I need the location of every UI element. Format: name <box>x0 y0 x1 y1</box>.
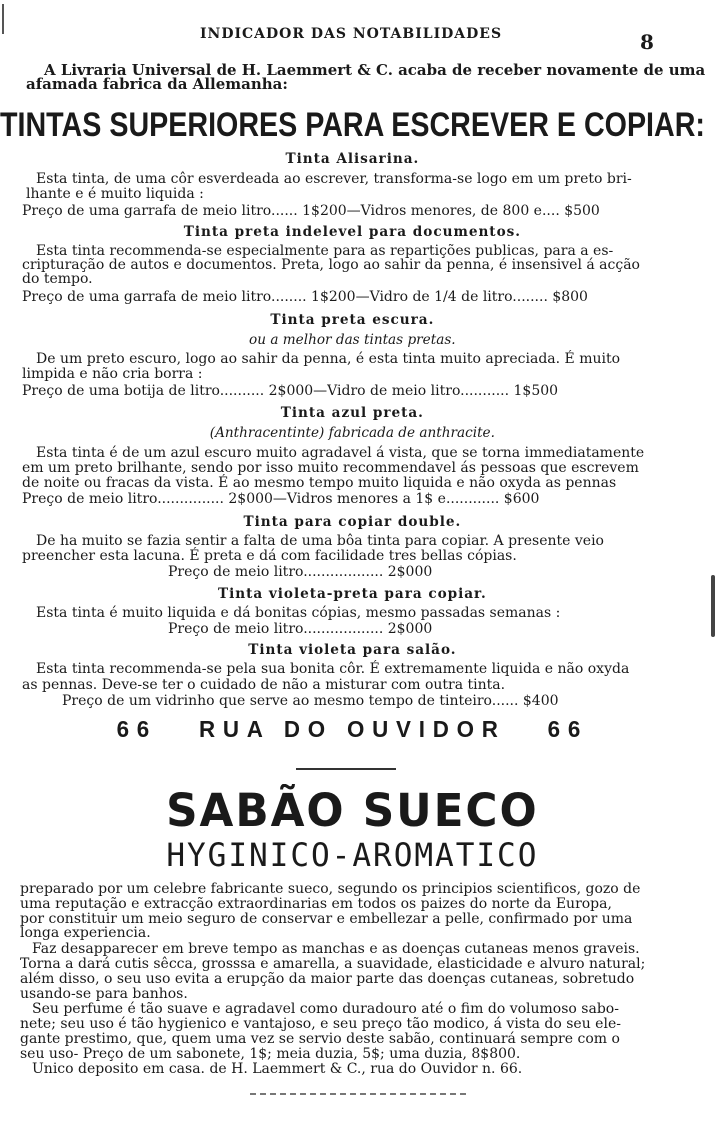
ink-text-line: de noite ou fracas da vista. É ao mesmo tempo muito liquida e não oxyda as pennas <box>22 475 617 491</box>
ink-text-line: Esta tinta recommenda-se especialmente para as repartições publicas, para a es- <box>36 243 614 259</box>
ink-price-line: Preço de uma garrafa de meio litro........ 1$200—Vidro de 1/4 de litro........ $800 <box>22 289 588 305</box>
soap-text-line: nete; seu uso é tão hygienico e vantajoso, e seu preço tão modico, á vista do seu ele- <box>20 1016 621 1032</box>
ink-text-line: Esta tinta é de um azul escuro muito agradavel á vista, que se torna immediatamente <box>36 445 645 461</box>
ink-text-line: Esta tinta, de uma côr esverdeada ao escrever, transforma-se logo em um preto bri- <box>36 171 632 187</box>
soap-text-line: Unico deposito em casa. de H. Laemmert & C., rua do Ouvidor n. 66. <box>32 1061 523 1077</box>
ink-price-line: Preço de um vidrinho que serve ao mesmo tempo de tinteiro...... $400 <box>62 693 559 709</box>
ink-text-line: cripturação de autos e documentos. Preta, logo ao sahir da penna, é insensivel á acção <box>22 257 640 273</box>
section-divider <box>296 768 396 770</box>
ink-name: Tinta violeta-preta para copiar. <box>218 586 487 602</box>
ink-text-line: lhante e é muito liquida : <box>26 186 204 202</box>
ink-text-line: as pennas. Deve-se ter o cuidado de não a misturar com outra tinta. <box>22 677 506 693</box>
ink-price-line: Preço de uma botija de litro.......... 2$000—Vidro de meio litro........... 1$500 <box>22 383 559 399</box>
soap-text-line: preparado por um celebre fabricante sueco, segundo os principios scientificos, gozo de <box>20 881 641 897</box>
ink-subtitle: (Anthracentinte) fabricada de anthracite. <box>209 425 495 441</box>
ink-name: Tinta preta indelevel para documentos. <box>183 224 521 240</box>
soap-text-line: seu uso- Preço de um sabonete, 1$; meia duzia, 5$; uma duzia, 8$800. <box>20 1046 521 1062</box>
ink-price-line: Preço de meio litro............... 2$000—Vidros menores a 1$ e............ $600 <box>22 491 540 507</box>
intro-line-1: A Livraria Universal de H. Laemmert & C. acaba de receber novamente de uma <box>44 61 706 79</box>
main-title: TINTAS SUPERIORES PARA ESCREVER E COPIAR: <box>0 106 705 144</box>
soap-text-line: Faz desapparecer em breve tempo as manchas e as doenças cutaneas menos graveis. <box>32 941 640 957</box>
intro-line-2: afamada fabrica da Allemanha: <box>26 75 288 93</box>
soap-text-line: além disso, o seu uso evita a erupção da maior parte das doenças cutaneas, sobretudo <box>20 971 635 987</box>
ink-text-line: preencher esta lacuna. É preta e dá com facilidade tres bellas cópias. <box>22 548 517 564</box>
ink-name: Tinta azul preta. <box>280 405 424 421</box>
soap-text-line: usando-se para banhos. <box>20 986 188 1002</box>
ink-text-line: Esta tinta recommenda-se pela sua bonita côr. É extremamente liquida e não oxyda <box>36 661 630 677</box>
soap-text-line: uma reputação e extracção extraordinarias em todos os paizes do norte da Europa, <box>20 896 612 912</box>
soap-text-line: gante prestimo, que, quem uma vez se servio deste sabão, continuará sempre com o <box>20 1031 620 1047</box>
soap-subtitle: HYGINICO-AROMATICO <box>166 836 539 874</box>
ink-text-line: limpida e não cria borra : <box>22 366 203 382</box>
running-title: INDICADOR DAS NOTABILIDADES <box>200 26 503 42</box>
ink-subtitle: ou a melhor das tintas pretas. <box>249 332 456 348</box>
ink-name: Tinta Alisarina. <box>285 151 420 167</box>
soap-title: SABÃO SUECO <box>166 784 539 837</box>
ink-text-line: De ha muito se fazia sentir a falta de uma bôa tinta para copiar. A presente veio <box>36 533 604 549</box>
soap-text-line: longa experiencia. <box>20 925 151 941</box>
ink-price-line: Preço de meio litro.................. 2$000 <box>168 564 433 580</box>
soap-text-line: Torna a dará cutis sêcca, grosssa e amarella, a suavidade, elasticidade e alvuro natural; <box>20 956 646 972</box>
ink-text-line: em um preto brilhante, sendo por isso muito recommendavel ás pessoas que escrevem <box>22 460 639 476</box>
ink-name: Tinta violeta para salão. <box>248 642 457 658</box>
ink-text-line: De um preto escuro, logo ao sahir da penna, é esta tinta muito apreciada. É muito <box>36 351 621 367</box>
left-margin-mark <box>2 4 4 34</box>
ink-name: Tinta para copiar double. <box>243 514 462 530</box>
ink-name: Tinta preta escura. <box>270 312 435 328</box>
ink-price-line: Preço de meio litro.................. 2$000 <box>168 621 433 637</box>
ink-price-line: Preço de uma garrafa de meio litro...... 1$200—Vidros menores, de 800 e.... $500 <box>22 203 600 219</box>
page-number: 8 <box>640 30 654 54</box>
bottom-divider <box>250 1093 466 1095</box>
right-margin-mark <box>711 575 715 637</box>
store-address: 66 RUA DO OUVIDOR 66 <box>116 716 589 742</box>
soap-text-line: Seu perfume é tão suave e agradavel como duradouro até o fim do volumoso sabo- <box>32 1001 619 1017</box>
soap-text-line: por constituir um meio seguro de conservar e embellezar a pelle, confirmado por uma <box>20 911 633 927</box>
ink-text-line: Esta tinta é muito liquida e dá bonitas cópias, mesmo passadas semanas : <box>36 605 561 621</box>
ink-text-line: do tempo. <box>22 271 93 287</box>
